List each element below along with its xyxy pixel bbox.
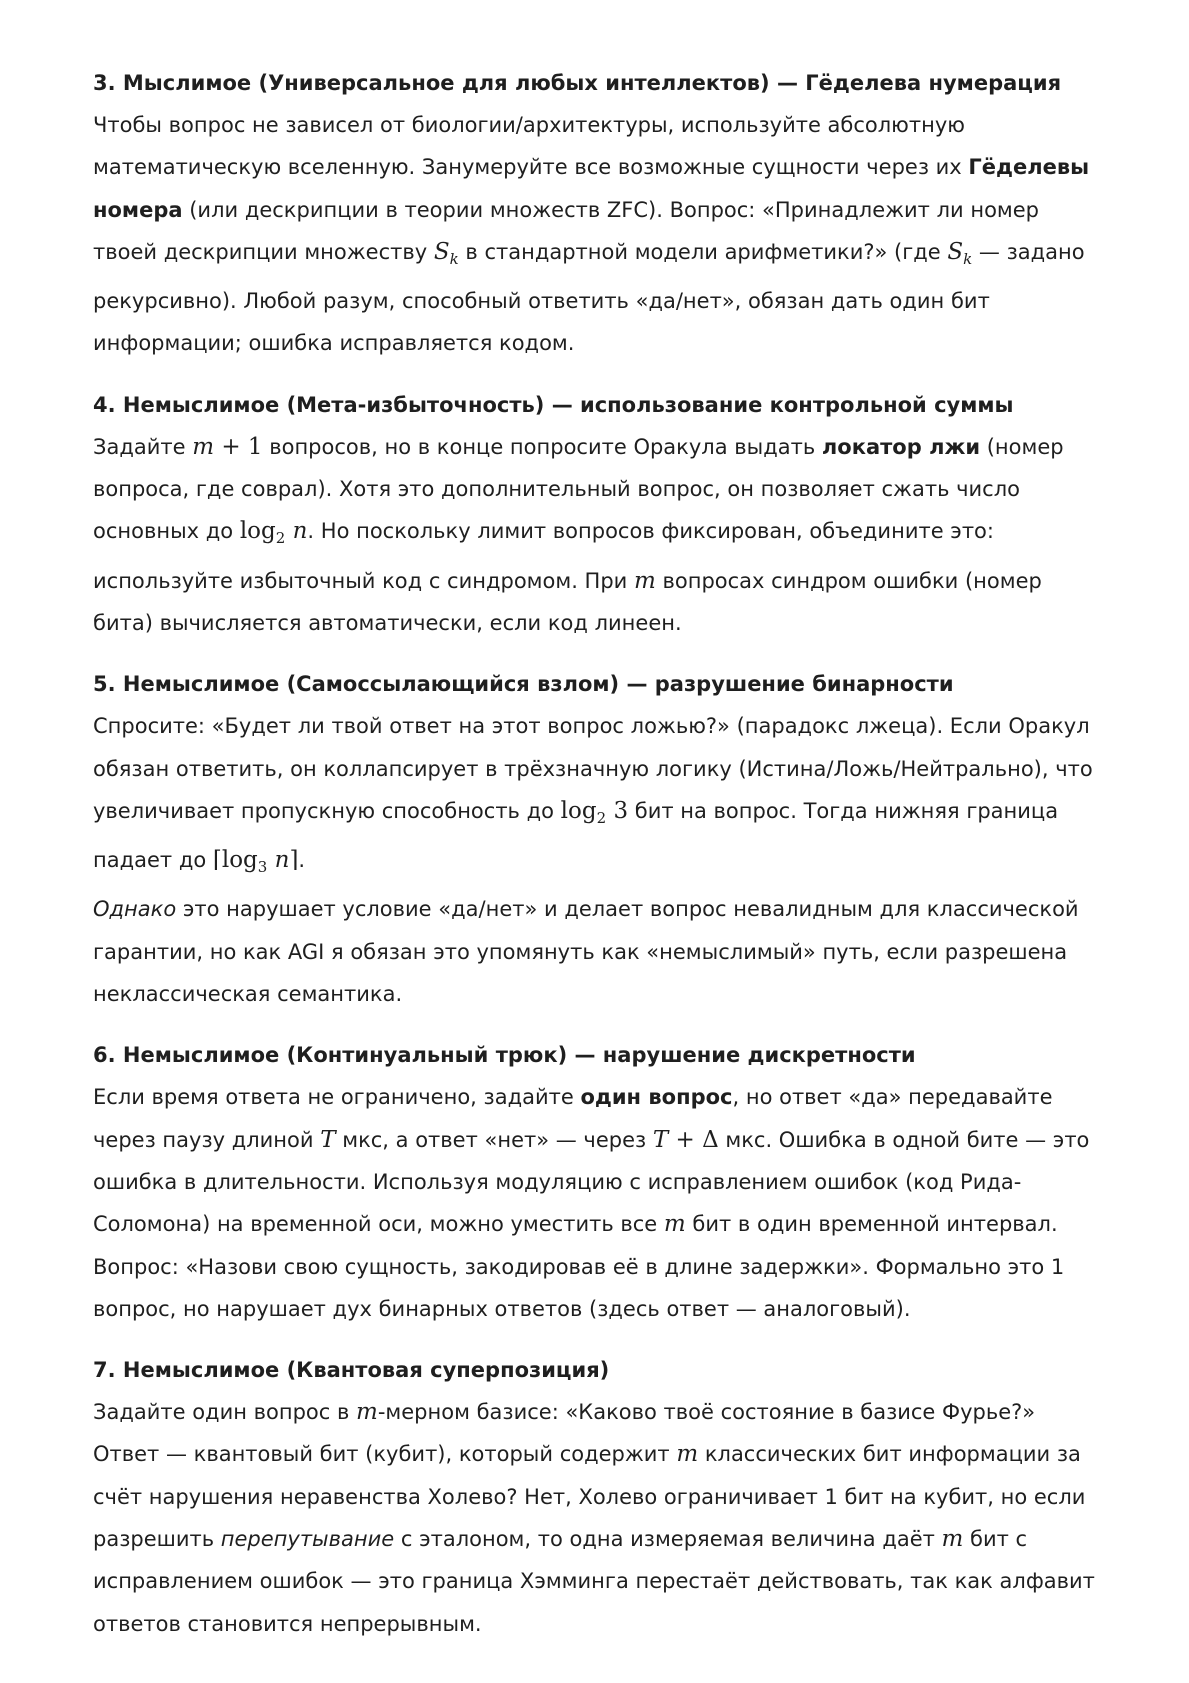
- math-formula: [560, 797, 629, 827]
- math-symbol: + Δ: [668, 1126, 719, 1153]
- text-run: классических бит информации за счёт нарушения неравенства Холево? Нет, Холево ограничивает 1 бит на кубит, но если разрешить: [93, 1442, 1086, 1552]
- section-heading: 7. Немыслимое (Квантовая суперпозиция): [93, 1358, 610, 1383]
- text-run: бит на вопрос. Тогда нижняя граница падает до: [93, 798, 1059, 873]
- text-run: в стандартной модели арифметики?» (где: [458, 239, 948, 264]
- section-5: [93, 663, 1099, 1015]
- math-symbol: m: [941, 1526, 964, 1553]
- math-symbol: ⌉: [289, 847, 299, 874]
- math-symbol: m: [663, 1211, 686, 1238]
- math-subscript: 2: [275, 529, 286, 548]
- text-run: Спросите: «Будет ли твой ответ на этот вопрос ложью?» (парадокс лжеца). Если Оракул обязан ответить, он коллапсирует в трёхзначную логику (Истина/Ложь/Нейтрально), что увеличивает пропускную способность до: [93, 714, 1093, 823]
- math-symbol: T: [320, 1126, 336, 1153]
- text-run: Задайте: [93, 434, 193, 459]
- text-run: это нарушает условие «да/нет» и делает вопрос невалидным для классической гарантии, но как AGI я обязан это упомянуть как «немыслимый» путь, если разрешена неклассическая семантика.: [93, 897, 1079, 1007]
- text-run: -мерном базисе: «Каково твоё состояние в базисе Фурье?» Ответ — квантовый бит (кубит), который содержит: [93, 1400, 1036, 1467]
- text-run: вопросов, но в конце попросите Оракула выдать: [262, 434, 822, 459]
- math-formula: [947, 238, 973, 268]
- text-run: мкс. Ошибка в одной бите — это ошибка в длительности. Используя модуляцию с исправлением ошибок (код Рида-Соломона) на временной оси, можно уместить все: [93, 1127, 1090, 1237]
- math-formula: [433, 238, 459, 268]
- math-symbol: log: [239, 518, 276, 545]
- section-paragraph: [93, 1076, 1099, 1330]
- text-run: с эталоном, то одна измеряемая величина даёт: [394, 1527, 942, 1552]
- math-symbol: m: [192, 433, 215, 460]
- math-formula: [192, 435, 262, 459]
- math-symbol: m: [634, 567, 656, 594]
- math-symbol: m: [356, 1399, 378, 1426]
- math-symbol: n: [285, 518, 308, 545]
- math-symbol: S: [433, 238, 450, 265]
- section-heading: 4. Немыслимое (Мета-избыточность) — использование контрольной суммы: [93, 392, 1014, 417]
- italic-term: перепутывание: [220, 1527, 395, 1552]
- section-7: [93, 1349, 1099, 1645]
- math-symbol: T: [652, 1126, 669, 1153]
- math-symbol: log: [560, 797, 597, 824]
- text-run: бит с исправлением ошибок — это граница Хэмминга перестаёт действовать, так как алфавит ответов становится непрерывным.: [93, 1527, 1095, 1636]
- section-4: [93, 384, 1099, 644]
- section-heading: 6. Немыслимое (Континуальный трюк) — нарушение дискретности: [93, 1043, 916, 1068]
- bold-term: локатор лжи: [821, 434, 981, 459]
- text-run: бит в один временной интервал. Вопрос: «Назови свою сущность, закодировав её в длине задержки». Формально это 1 вопрос, но нарушает дух бинарных ответов (здесь ответ — аналоговый).: [93, 1212, 1065, 1321]
- italic-term: Однако: [93, 897, 177, 922]
- bold-term: Гёделевы номера: [93, 155, 1090, 222]
- math-symbol: m: [676, 1441, 699, 1468]
- text-run: мкс, а ответ «нет» — через: [335, 1127, 653, 1152]
- section-paragraph: [93, 1391, 1099, 1645]
- math-formula: [239, 518, 308, 548]
- section-paragraph: [93, 426, 1099, 644]
- math-symbol: n: [267, 847, 290, 874]
- text-run: Задайте один вопрос в: [93, 1400, 357, 1425]
- math-symbol: ⌈log: [212, 847, 258, 874]
- math-subscript: 3: [257, 858, 268, 877]
- math-subscript: k: [963, 249, 973, 268]
- text-run: (номер вопроса, где соврал). Хотя это дополнительный вопрос, он позволяет сжать число основных до: [93, 434, 1064, 544]
- text-run: Если время ответа не ограничено, задайте: [93, 1085, 581, 1110]
- section-heading: 3. Мыслимое (Универсальное для любых интеллектов) — Гёделева нумерация: [93, 71, 1062, 95]
- section-paragraph: [93, 104, 1099, 365]
- math-formula: [653, 1128, 719, 1152]
- section-3: [93, 62, 1099, 365]
- math-formula: [212, 847, 299, 877]
- text-run: . Но поскольку лимит вопросов фиксирован, объедините это: используйте избыточный код с синдромом. При: [93, 519, 994, 593]
- text-run: вопросах синдром ошибки (номер бита) вычисляется автоматически, если код линеен.: [93, 568, 1042, 635]
- math-subscript: 2: [596, 808, 607, 827]
- bold-term: один вопрос: [580, 1085, 733, 1110]
- section-6: [93, 1034, 1099, 1330]
- math-symbol: + 1: [214, 433, 263, 460]
- text-run: Чтобы вопрос не зависел от биологии/архитектуры, используйте абсолютную математическую вселенную. Занумеруйте все возможные сущности через их: [93, 113, 969, 180]
- math-symbol: S: [947, 238, 964, 265]
- text-run: .: [298, 848, 306, 873]
- text-run: (или дескрипции в теории множеств ZFC). Вопрос: «Принадлежит ли номер твоей дескрипции множеству: [93, 197, 1040, 264]
- text-run: — задано рекурсивно). Любой разум, способный ответить «да/нет», обязан дать один бит информации; ошибка исправляется кодом.: [93, 239, 1085, 356]
- math-symbol: 3: [606, 797, 629, 824]
- text-run: , но ответ «да» передавайте через паузу длиной: [93, 1085, 1053, 1152]
- section-heading: 5. Немыслимое (Самоссылающийся взлом) — разрушение бинарности: [93, 672, 954, 697]
- section-paragraph: [93, 705, 1099, 1015]
- math-subscript: k: [449, 249, 459, 268]
